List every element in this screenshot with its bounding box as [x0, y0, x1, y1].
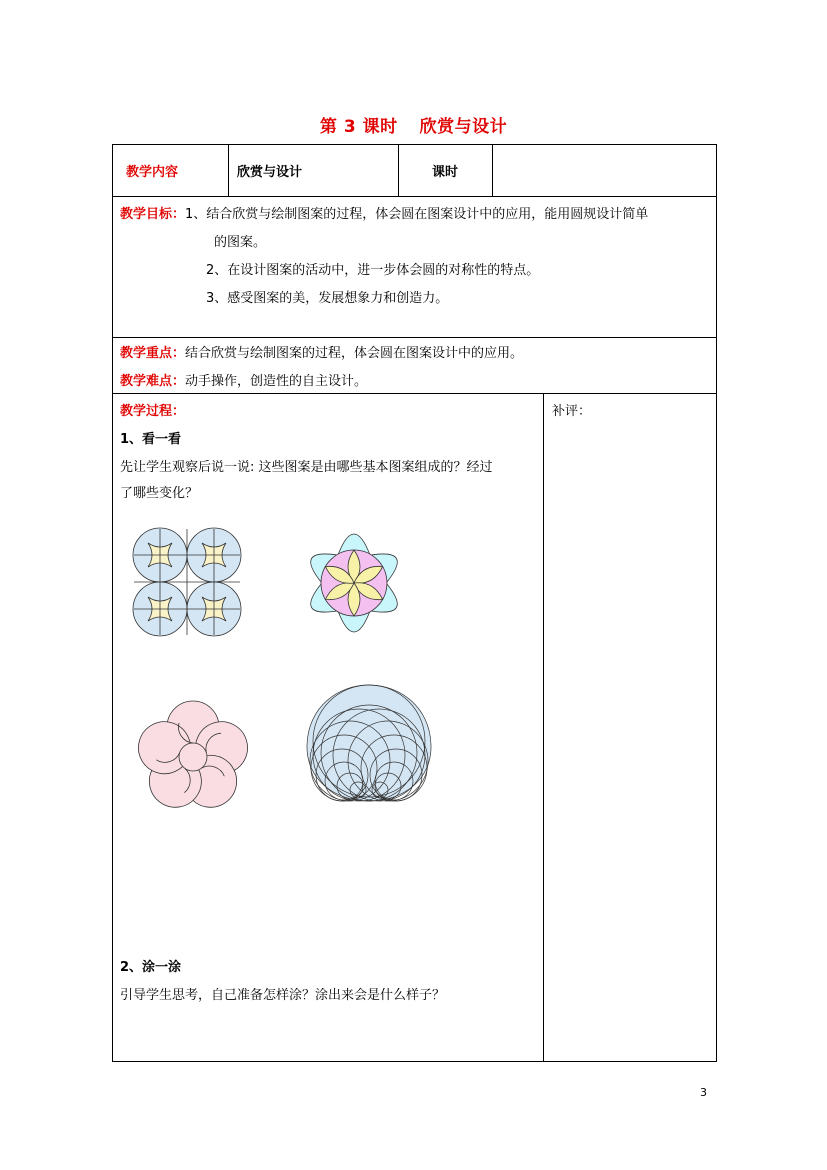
section-1-line-2: 了哪些变化？ — [120, 486, 199, 501]
six-petal-flower — [292, 528, 416, 638]
hours-label: 课时 — [432, 165, 459, 180]
circle-grid-pattern — [130, 525, 245, 640]
difficulty-text: 动手操作，创造性的自主设计。 — [185, 374, 368, 389]
section-2-text: 引导学生思考，自己准备怎样涂？涂出来会是什么样子？ — [120, 988, 446, 1003]
section-2-title: 2、涂一涂 — [120, 960, 182, 975]
swirl-circle-pattern — [134, 700, 252, 815]
content-label: 教学内容 — [126, 165, 179, 180]
page-number: 3 — [700, 1086, 707, 1099]
section-1-title: 1、看一看 — [120, 432, 182, 447]
content-value: 欣赏与设计 — [237, 165, 303, 180]
objectives-label: 教学目标： — [120, 207, 186, 222]
key-point-text: 结合欣赏与绘制图案的过程，体会圆在图案设计中的应用。 — [185, 346, 524, 361]
objective-2: 2、在设计图案的活动中，进一步体会圆的对称性的特点。 — [206, 263, 540, 278]
objective-1-line-2: 的图案。 — [214, 235, 267, 250]
page-title: 第 3 课时 欣赏与设计 — [319, 117, 508, 137]
objective-1-line-1: 1、结合欣赏与绘制图案的过程，体会圆在图案设计中的应用，能用圆规设计简单 — [185, 207, 649, 222]
comment-label: 补评： — [552, 404, 592, 419]
objective-3: 3、感受图案的美，发展想象力和创造力。 — [206, 291, 449, 306]
cardioid-circle-pattern — [304, 683, 434, 813]
process-label: 教学过程： — [120, 404, 186, 419]
section-1-line-1: 先让学生观察后说一说: 这些图案是由哪些基本图案组成的？经过 — [120, 460, 493, 475]
difficulty-label: 教学难点： — [120, 374, 186, 389]
key-point-label: 教学重点： — [120, 346, 186, 361]
